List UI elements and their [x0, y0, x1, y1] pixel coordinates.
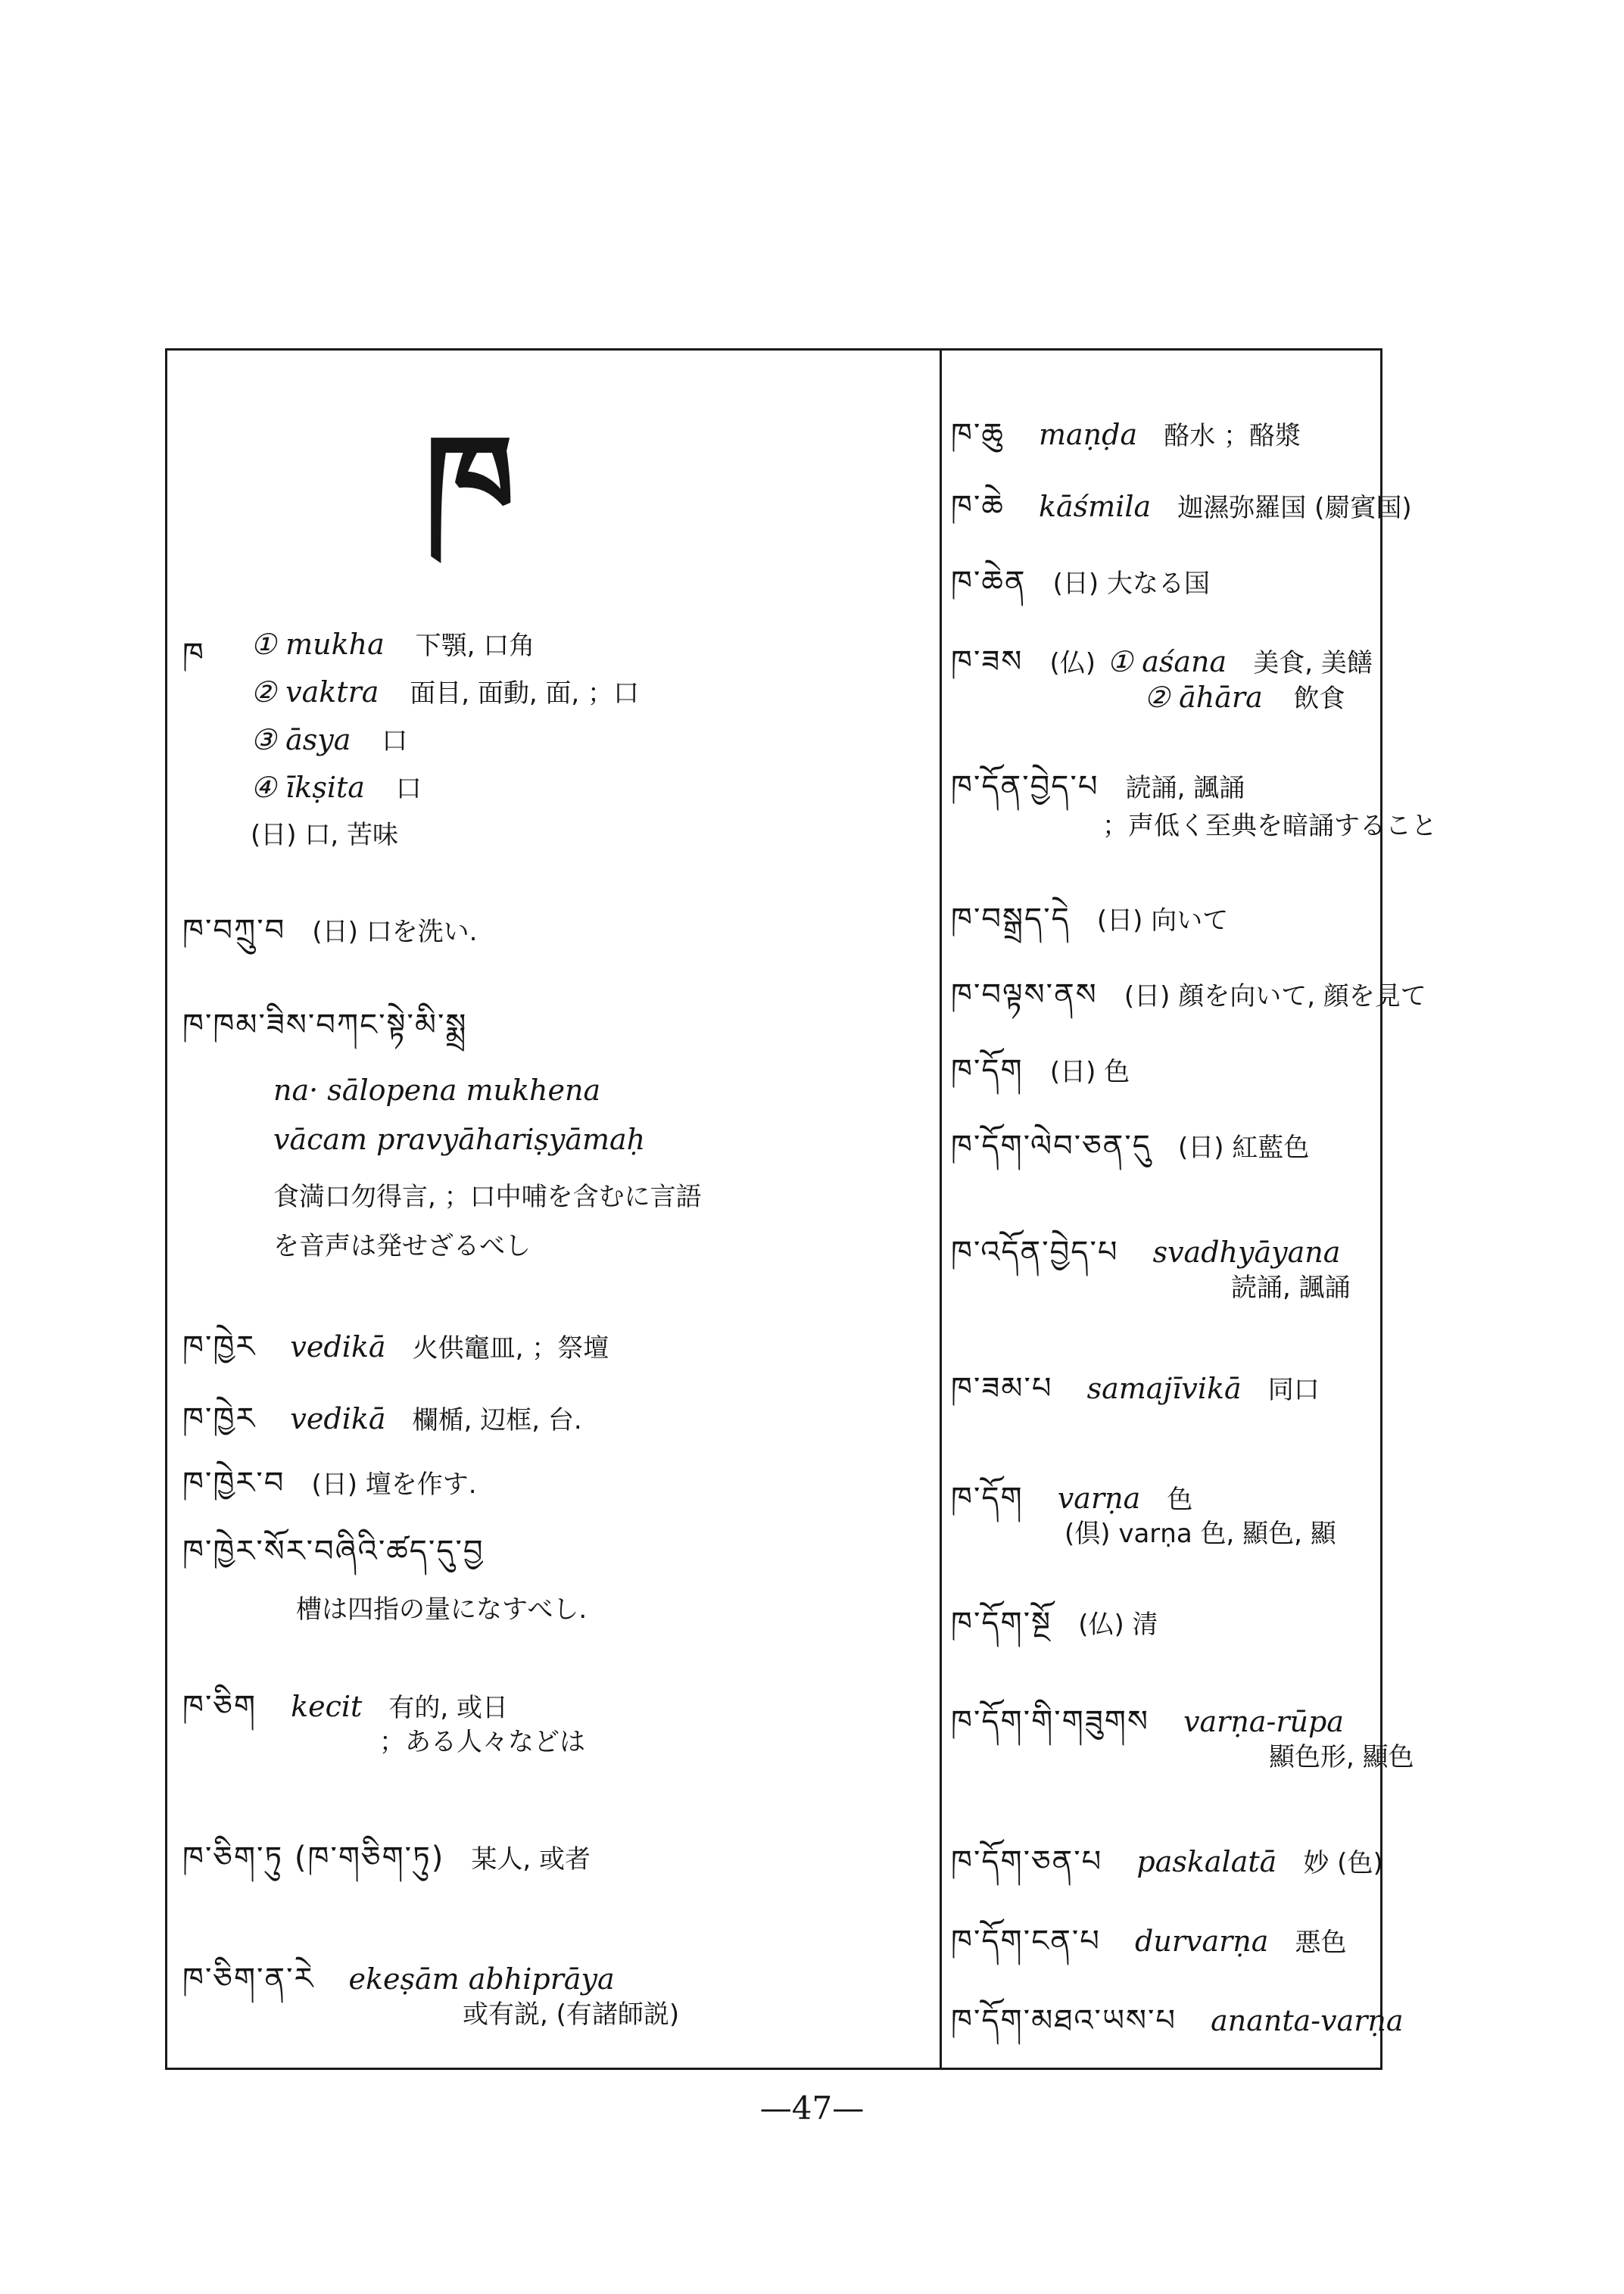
sanskrit-term: ② āhāra — [1144, 681, 1263, 714]
gloss: 顯色形, 顯色 — [1269, 1742, 1414, 1772]
entry — [182, 990, 467, 1076]
entry — [951, 1111, 1309, 1197]
sanskrit-term: vācam pravyāhariṣyāmaḥ — [273, 1123, 646, 1156]
gloss: 口 — [382, 726, 408, 756]
sanskrit-term: ekeṣām abhiprāya — [348, 1962, 615, 1996]
sanskrit-term: varṇa-rūpa — [1183, 1705, 1344, 1738]
tibetan-headword: ཁ་ཅིག་ཏུ (ཁ་གཅིག་ཏུ) — [182, 1840, 445, 1875]
tibetan-headword: ཁ་འདོན་བྱེད་པ — [951, 1235, 1119, 1270]
tibetan-headword: ཁ་ཁྱེར་བ — [182, 1466, 285, 1501]
tibetan-headword: ཁ་དོག་གི་གཟུགས — [951, 1704, 1149, 1739]
tibetan-headword: ཁ་ཆེ — [951, 489, 1005, 524]
section-letter: ཁ — [425, 408, 516, 558]
sense-line — [251, 625, 535, 662]
gloss: 迦濕弥羅国 (罽賓国) — [1177, 493, 1412, 523]
tibetan-headword: ཁ་དོག་མཐའ་ཡས་པ — [951, 2003, 1177, 2038]
sanskrit-term: kāśmila — [1038, 490, 1152, 523]
gloss: 妙 (色) — [1303, 1848, 1383, 1878]
dictionary-frame — [165, 348, 1437, 2070]
gloss: 悪色 — [1295, 1928, 1347, 1958]
tibetan-headword: ཁ་ཆུ — [951, 417, 1005, 452]
gloss: 槽は四指の量になすべし. — [296, 1594, 588, 1625]
entry — [951, 1036, 1130, 1121]
entry — [951, 472, 1412, 557]
tibetan-headword: ཁ་ཅིག — [182, 1689, 257, 1724]
tibetan-headword: ཁ་ཆེན — [951, 565, 1027, 600]
gloss: 某人, 或者 — [471, 1844, 591, 1875]
entry — [951, 1588, 1158, 1674]
gloss: 同口 — [1267, 1375, 1320, 1405]
tibetan-headword: ཁ་དོག་སྔོ — [951, 1606, 1052, 1641]
tibetan-headword: ཁ་དོག་ངན་པ — [951, 1924, 1101, 1959]
sanskrit-term: ② vaktra — [251, 675, 379, 709]
tibetan-headword: ཁ་ཅིག་ན་རེ — [182, 1962, 315, 1996]
gloss: (日) 大なる国 — [1052, 569, 1210, 599]
gloss: 有的, 或日 — [388, 1693, 509, 1723]
sense-line — [251, 768, 422, 805]
tibetan-headword: ཁ་དོག་ཅན་པ — [951, 1844, 1103, 1879]
gloss: 読誦, 諷誦 — [1231, 1273, 1351, 1303]
gloss: 口 — [395, 774, 422, 804]
gloss: (日) 顔を向いて, 顔を見て — [1124, 981, 1426, 1011]
entry — [951, 1354, 1320, 1439]
gloss: (日) 色 — [1049, 1057, 1130, 1087]
sense-line — [251, 720, 407, 757]
tibetan-headword: ཁ་བལྟས་ནས — [951, 977, 1098, 1012]
tibetan-headword: ཁ་ཁམ་ཟིས་བཀང་སྟེ་མི་སྨྲ — [182, 1008, 468, 1043]
gloss: (日) 口を洗い. — [312, 917, 478, 947]
entry — [182, 1823, 591, 1909]
sanskrit-term: kecit — [291, 1690, 363, 1723]
entry — [951, 960, 1426, 1046]
sense-line — [251, 672, 639, 709]
sanskrit-term: na· sālopena mukhena — [273, 1074, 601, 1107]
gloss: (仏) 清 — [1078, 1610, 1158, 1640]
gloss: ；ある人々などは — [379, 1727, 585, 1757]
gloss: (日) 壇を作す. — [311, 1470, 477, 1500]
tibetan-headword: ཁ་དོག་ལེབ་ཅན་དུ — [951, 1129, 1152, 1164]
sanskrit-term: ① mukha — [251, 628, 385, 661]
entry — [951, 1906, 1347, 1992]
tibetan-headword: ཁ་དོག — [951, 1053, 1024, 1088]
tibetan-headword: ཁ་ཟམ་པ — [951, 1371, 1053, 1406]
tibetan-headword: ཁ་ཁྱེར — [182, 1401, 257, 1436]
entry — [951, 1827, 1383, 1912]
sense-line: (日) 口, 苦味 — [251, 820, 398, 850]
tibetan-headword: ཁ་བསྒྲད་དེ — [951, 902, 1071, 937]
tibetan-headword: ཁ་ཁྱེར་སོར་བཞིའི་ཚད་དུ་བྱ — [182, 1534, 485, 1569]
tibetan-headword: ཁ་བཀྲུ་བ — [182, 913, 286, 948]
gloss: (日) 紅藍色 — [1177, 1133, 1310, 1163]
entry — [182, 619, 205, 705]
sense-line: (倶) varṇa 色, 顯色, 顯 — [1064, 1519, 1336, 1549]
sanskrit-term: ① aśana — [1107, 645, 1227, 678]
gloss: 色 — [1167, 1485, 1193, 1515]
tibetan-headword: ཁ་ཟས — [951, 644, 1024, 679]
sanskrit-term: ananta-varṇa — [1211, 2004, 1404, 2037]
sanskrit-term: varṇa — [1057, 1482, 1141, 1515]
gloss: 或有説, (有諸師説) — [463, 1999, 680, 2030]
gloss: 美食, 美饍 — [1253, 648, 1373, 678]
tibetan-headword: ཁ — [182, 637, 205, 672]
gloss: 読誦, 諷誦 — [1125, 773, 1245, 803]
gloss: 食満口勿得言, ；口中哺を含むに言語 — [273, 1182, 702, 1212]
sanskrit-term: svadhyāyana — [1152, 1236, 1341, 1269]
gloss: 下顎, 口角 — [415, 631, 535, 661]
gloss: を音声は発せざるべし — [273, 1231, 531, 1261]
gloss: 欄楯, 辺框, 台. — [412, 1405, 582, 1435]
sanskrit-term: ④ īkṣita — [251, 771, 365, 804]
gloss: ；声低く至典を暗誦すること — [1102, 811, 1437, 841]
gloss: (日) 向いて — [1096, 905, 1229, 936]
entry — [951, 1986, 1404, 2071]
gloss: (仏) — [1049, 648, 1096, 678]
gloss: 火供竈皿, ；祭壇 — [412, 1333, 609, 1364]
sanskrit-term: durvarṇa — [1135, 1925, 1269, 1958]
sanskrit-term: vedikā — [290, 1402, 386, 1435]
gloss: 酪水 ；酪漿 — [1164, 421, 1301, 451]
gloss: 面目, 面動, 面, ；口 — [410, 678, 640, 709]
entry — [182, 896, 478, 981]
sanskrit-term: paskalatā — [1136, 1845, 1277, 1878]
sanskrit-term: samajīvikā — [1086, 1372, 1242, 1405]
entry — [951, 884, 1228, 970]
sanskrit-line — [273, 1123, 645, 1156]
sanskrit-term: ③ āsya — [251, 723, 351, 756]
sanskrit-line — [273, 1074, 600, 1107]
tibetan-headword: ཁ་ཁྱེར — [182, 1329, 257, 1364]
sanskrit-term: vedikā — [290, 1330, 386, 1364]
page-number: —47— — [759, 2090, 865, 2127]
tibetan-headword: ཁ་དོག — [951, 1481, 1024, 1516]
sanskrit-term: maṇḍa — [1038, 418, 1138, 451]
entry — [951, 547, 1210, 633]
gloss: 飲食 — [1293, 684, 1345, 714]
sense-line — [1144, 678, 1345, 715]
tibetan-headword: ཁ་དོན་བྱེད་པ — [951, 769, 1099, 804]
column-divider — [940, 351, 942, 2068]
